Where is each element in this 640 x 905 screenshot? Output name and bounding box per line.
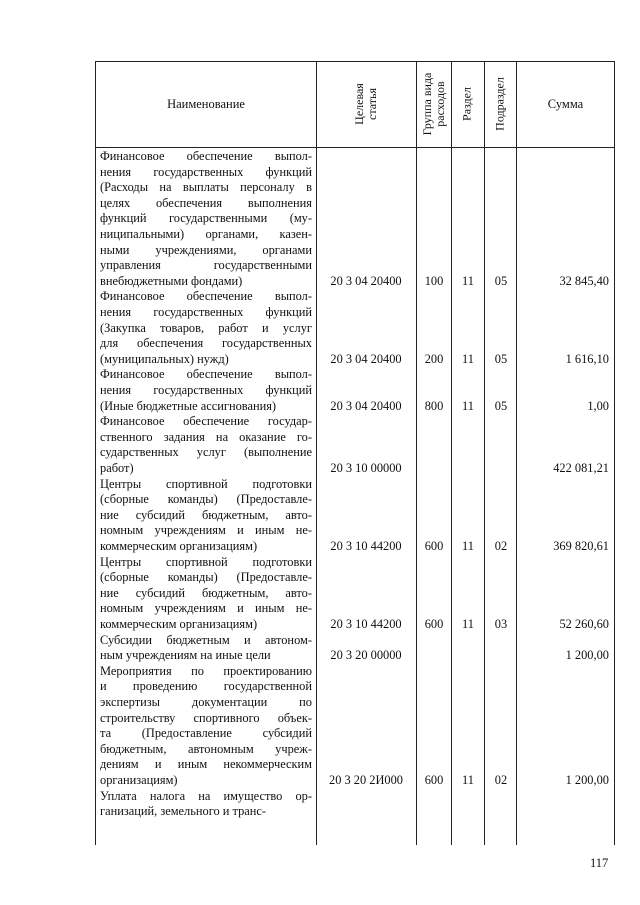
row-name-line: работ)	[100, 460, 134, 475]
row-name-line: ние субсидий бюджетным, авто-	[100, 507, 312, 522]
col-border-right	[614, 61, 615, 845]
row-name	[100, 367, 312, 414]
row-name-line: Финансовое обеспечение выпол-	[100, 149, 312, 163]
row-expense-type: 600	[424, 539, 444, 553]
row-name-line: ние субсидий бюджетным, авто-	[100, 585, 312, 600]
col-border-subsection	[516, 61, 517, 845]
header-target-article-line-2: статья	[365, 88, 379, 120]
header-target-article	[353, 83, 379, 125]
row-name-line: ниципальными) органами, казен-	[100, 226, 312, 241]
row-subsection: 05	[494, 398, 508, 413]
row-name-line: ственного задания на оказание го-	[100, 429, 312, 444]
row-name-line: функций государственными (му-	[100, 211, 312, 226]
row-name-line: (сборные команды) (Предоставле-	[100, 492, 312, 507]
row-name-line: ным учреждениям на иные цели	[100, 648, 271, 663]
row-name-line: (Иные бюджетные ассигнования)	[100, 398, 277, 413]
header-name: Наименование	[167, 97, 245, 111]
row-subsection: 02	[494, 773, 508, 787]
row-subsection: 05	[494, 273, 508, 288]
col-border-section	[484, 61, 485, 845]
col-border-name	[316, 61, 317, 845]
row-target-article: 20 3 10 44200	[330, 539, 402, 553]
row-name	[100, 633, 312, 664]
row-name-line: для обеспечения государственных	[100, 336, 312, 351]
row-sum: 1 616,10	[565, 351, 609, 366]
row-sum: 52 260,60	[559, 617, 609, 631]
row-target-article: 20 3 10 00000	[330, 461, 402, 475]
row-name-line: целях обеспечения выполнения	[100, 195, 312, 210]
row-name	[100, 414, 312, 476]
row-expense-type: 600	[424, 773, 444, 787]
row-section: 11	[462, 273, 474, 288]
row-target-article: 20 3 20 2И000	[329, 773, 403, 787]
row-name	[100, 664, 312, 789]
row-name-line: номным учреждениям и иным не-	[100, 523, 312, 538]
row-name-line: номным учреждениям и иным не-	[100, 601, 312, 616]
row-sum: 1 200,00	[565, 648, 609, 663]
row-sum: 32 845,40	[559, 273, 609, 288]
row-name-line: Мероприятия по проектированию	[100, 663, 312, 678]
header-section: Раздел	[459, 87, 474, 121]
row-target-article: 20 3 04 20400	[330, 398, 402, 413]
row-name	[100, 789, 312, 820]
row-name	[100, 555, 312, 633]
row-name-line: экспертизы документации по	[100, 694, 312, 709]
row-name-line: коммерческим организациям)	[100, 538, 258, 553]
row-name-line: сударственных услуг (выполнение	[100, 445, 312, 460]
row-name	[100, 149, 312, 289]
row-expense-type: 800	[424, 398, 444, 413]
row-target-article: 20 3 04 20400	[330, 273, 402, 288]
row-name-line: организациям)	[100, 772, 178, 787]
row-name-line: (Закупка товаров, работ и услуг	[100, 320, 312, 335]
row-name-line: Центры спортивной подготовки	[100, 554, 312, 569]
table-top-border	[95, 61, 615, 62]
row-expense-type: 100	[424, 273, 444, 288]
row-name-line: нения государственных функций	[100, 382, 312, 397]
row-section: 11	[462, 539, 474, 553]
header-sum: Сумма	[547, 97, 584, 111]
row-name-line: ганизаций, земельного и транс-	[100, 804, 267, 819]
row-name-line: (Расходы на выплаты персоналу в	[100, 180, 312, 195]
row-section: 11	[462, 773, 474, 787]
row-name-line: (муниципальных) нужд)	[100, 351, 229, 366]
row-name-line: Финансовое обеспечение выпол-	[100, 289, 312, 304]
row-subsection: 03	[494, 617, 508, 631]
row-name-line: Центры спортивной подготовки	[100, 476, 312, 491]
row-name-line: внебюджетными фондами)	[100, 273, 243, 288]
row-subsection: 05	[494, 351, 508, 366]
row-target-article: 20 3 04 20400	[330, 351, 402, 366]
row-sum: 1,00	[587, 398, 609, 413]
row-section: 11	[462, 398, 474, 413]
row-name	[100, 289, 312, 367]
row-name-line: и проведению государственной	[100, 679, 312, 694]
row-name	[100, 477, 312, 555]
row-name-line: коммерческим организациям)	[100, 616, 258, 631]
row-name-line: Субсидии бюджетным и автоном-	[100, 632, 312, 647]
row-name-line: Финансовое обеспечение государ-	[100, 414, 312, 429]
header-expense-type	[421, 73, 447, 136]
row-sum: 1 200,00	[565, 773, 609, 787]
row-name-line: Финансовое обеспечение выпол-	[100, 367, 312, 382]
row-name-line: (сборные команды) (Предоставле-	[100, 570, 312, 585]
row-name-line: управления государственными	[100, 258, 312, 273]
row-name-line: нения государственных функций	[100, 164, 312, 179]
row-expense-type: 600	[424, 617, 444, 631]
row-sum: 369 820,61	[553, 539, 609, 553]
header-target-article-line-1: Целевая	[352, 83, 366, 125]
row-name-line: дениям и иным некоммерческим	[100, 757, 312, 772]
header-expense-type-line-2: расходов	[433, 81, 447, 127]
row-target-article: 20 3 10 44200	[330, 617, 402, 631]
col-border-left	[95, 61, 96, 845]
header-bottom-border	[95, 147, 615, 148]
row-name-line: та (Предоставление субсидий	[100, 726, 312, 741]
row-section: 11	[462, 617, 474, 631]
row-name-line: ными учреждениями, органами	[100, 242, 312, 257]
row-name-line: строительству спортивного объек-	[100, 710, 312, 725]
row-target-article: 20 3 20 00000	[330, 648, 402, 663]
page-number: 117	[590, 856, 609, 870]
row-name-line: нения государственных функций	[100, 304, 312, 319]
row-name-line: Уплата налога на имущество ор-	[100, 788, 312, 803]
row-section: 11	[462, 351, 474, 366]
header-expense-type-line-1: Группа вида	[420, 72, 434, 136]
row-sum: 422 081,21	[553, 461, 609, 475]
col-border-target	[416, 61, 417, 845]
row-name-line: бюджетным, автономным учреж-	[100, 741, 312, 756]
row-expense-type: 200	[424, 351, 444, 366]
header-subsection: Подраздел	[492, 77, 507, 131]
col-border-type	[451, 61, 452, 845]
row-subsection: 02	[494, 539, 508, 553]
